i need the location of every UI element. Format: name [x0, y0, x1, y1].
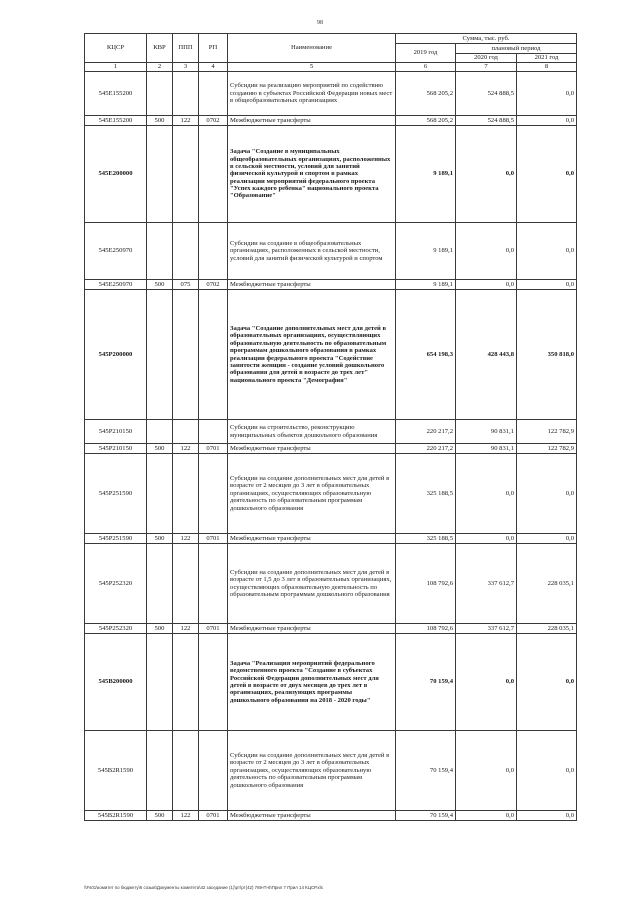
amount-2021: 228 035,1 [517, 624, 577, 634]
ppp-code: 122 [173, 444, 199, 454]
amount-2019: 70 159,4 [396, 731, 456, 811]
budget-table [84, 33, 577, 821]
amount-2021: 0,0 [517, 454, 577, 534]
amount-2020: 337 612,7 [456, 544, 517, 624]
item-name: Задача "Реализация мероприятий федерального ведомственного проекта "Создание в субъектах Российской Федерации дополнительных мест для детей в возрасте от двух месяцев до трех лет в организациях, реализующих программы дошкольного образования на 2018 - 2020 годы" [228, 634, 396, 731]
rp-code [199, 420, 228, 444]
amount-2019: 325 188,5 [396, 454, 456, 534]
column-number: 1 [85, 63, 147, 72]
amount-2020: 337 612,7 [456, 624, 517, 634]
kvr-code: 500 [147, 624, 173, 634]
item-name: Субсидии на создание в общеобразовательных организациях, расположенных в сельской местности, условий для занятий физической культурой и спортом [228, 223, 396, 280]
amount-2021: 228 035,1 [517, 544, 577, 624]
amount-2020: 0,0 [456, 534, 517, 544]
table-row [85, 223, 577, 280]
budget-code: 545E200000 [85, 126, 147, 223]
column-number: 4 [199, 63, 228, 72]
budget-code: 545P252320 [85, 624, 147, 634]
item-name: Субсидии на создание дополнительных мест для детей в возрасте от 2 месяцев до 3 лет в образовательных организациях, осуществляющих образовательную деятельность по образовательным программам дошкольного образования [228, 454, 396, 534]
budget-code: 545B2R1590 [85, 731, 147, 811]
header-2021: 2021 год [517, 54, 577, 63]
kvr-code [147, 223, 173, 280]
table-row [85, 280, 577, 290]
ppp-code: 122 [173, 624, 199, 634]
header-2019: 2019 год [396, 44, 456, 63]
header-sum: Сумма, тыс. руб. [396, 34, 577, 44]
budget-code: 545P210150 [85, 444, 147, 454]
column-number: 7 [456, 63, 517, 72]
amount-2021: 0,0 [517, 534, 577, 544]
amount-2020: 0,0 [456, 811, 517, 821]
header-kcsr: КЦСР [85, 34, 147, 63]
ppp-code [173, 454, 199, 534]
ppp-code [173, 731, 199, 811]
amount-2021: 122 782,9 [517, 444, 577, 454]
kvr-code [147, 634, 173, 731]
rp-code [199, 126, 228, 223]
item-name: Межбюджетные трансферты [228, 811, 396, 821]
item-name: Межбюджетные трансферты [228, 534, 396, 544]
ppp-code [173, 72, 199, 116]
ppp-code [173, 290, 199, 420]
table-row [85, 420, 577, 444]
kvr-code [147, 290, 173, 420]
column-number: 5 [228, 63, 396, 72]
budget-code: 545P200000 [85, 290, 147, 420]
item-name: Межбюджетные трансферты [228, 116, 396, 126]
column-number-row [85, 63, 577, 72]
ppp-code: 122 [173, 534, 199, 544]
rp-code [199, 72, 228, 116]
ppp-code [173, 420, 199, 444]
kvr-code [147, 454, 173, 534]
amount-2019: 9 189,1 [396, 223, 456, 280]
rp-code [199, 223, 228, 280]
kvr-code: 500 [147, 444, 173, 454]
amount-2019: 325 188,5 [396, 534, 456, 544]
rp-code: 0701 [199, 444, 228, 454]
rp-code: 0701 [199, 624, 228, 634]
amount-2021: 350 818,0 [517, 290, 577, 420]
amount-2020: 0,0 [456, 731, 517, 811]
budget-code: 545B2R1590 [85, 811, 147, 821]
budget-code: 545B200000 [85, 634, 147, 731]
item-name: Субсидии на строительство, реконструкцию муниципальных объектов дошкольного образования [228, 420, 396, 444]
amount-2021: 0,0 [517, 116, 577, 126]
rp-code: 0702 [199, 116, 228, 126]
amount-2020: 0,0 [456, 454, 517, 534]
amount-2019: 568 205,2 [396, 72, 456, 116]
kvr-code [147, 731, 173, 811]
amount-2019: 108 792,6 [396, 544, 456, 624]
rp-code: 0701 [199, 811, 228, 821]
ppp-code [173, 223, 199, 280]
header-2020: 2020 год [456, 54, 517, 63]
kvr-code [147, 72, 173, 116]
table-row [85, 116, 577, 126]
table-row [85, 634, 577, 731]
amount-2019: 108 792,6 [396, 624, 456, 634]
amount-2021: 0,0 [517, 126, 577, 223]
amount-2019: 70 159,4 [396, 634, 456, 731]
amount-2021: 0,0 [517, 280, 577, 290]
item-name: Субсидии на создание дополнительных мест для детей в возрасте от 1,5 до 3 лет в образовательных организациях, осуществляющих образовательную деятельность по образовательным программам дошкольного образования [228, 544, 396, 624]
header-ppp: ППП [173, 34, 199, 63]
item-name: Задача "Создание дополнительных мест для детей в образовательных организациях, осуществляющих образовательную деятельность по образовательным программам дошкольного образования в рамках реализации федерального проекта "Содействие занятости женщин - создание условий дошкольного образования для детей в возрасте до трех лет" национального проекта "Демография" [228, 290, 396, 420]
amount-2020: 0,0 [456, 126, 517, 223]
table-row [85, 290, 577, 420]
budget-code: 545P251590 [85, 454, 147, 534]
amount-2019: 220 217,2 [396, 444, 456, 454]
ppp-code: 122 [173, 116, 199, 126]
rp-code [199, 454, 228, 534]
rp-code: 0701 [199, 534, 228, 544]
amount-2019: 654 198,3 [396, 290, 456, 420]
kvr-code: 500 [147, 116, 173, 126]
kvr-code: 500 [147, 280, 173, 290]
item-name: Субсидии на реализацию мероприятий по содействию созданию в субъектах Российской Федерации новых мест в общеобразовательных организациях [228, 72, 396, 116]
kvr-code [147, 420, 173, 444]
kvr-code: 500 [147, 811, 173, 821]
item-name: Субсидии на создание дополнительных мест для детей в возрасте от 2 месяцев до 3 лет в образовательных организациях, осуществляющих образовательную деятельность по образовательным программам дошкольного образования [228, 731, 396, 811]
table-row [85, 444, 577, 454]
table-row [85, 811, 577, 821]
table-row [85, 534, 577, 544]
amount-2021: 0,0 [517, 811, 577, 821]
budget-code: 545E155200 [85, 116, 147, 126]
amount-2021: 0,0 [517, 223, 577, 280]
ppp-code [173, 126, 199, 223]
amount-2019: 9 189,1 [396, 126, 456, 223]
amount-2021: 122 782,9 [517, 420, 577, 444]
rp-code [199, 731, 228, 811]
ppp-code [173, 544, 199, 624]
amount-2021: 0,0 [517, 634, 577, 731]
table-row [85, 454, 577, 534]
budget-code: 545P251590 [85, 534, 147, 544]
ppp-code [173, 634, 199, 731]
header-kvr: КВР [147, 34, 173, 63]
column-number: 3 [173, 63, 199, 72]
column-number: 2 [147, 63, 173, 72]
kvr-code: 500 [147, 534, 173, 544]
rp-code: 0702 [199, 280, 228, 290]
column-number: 6 [396, 63, 456, 72]
table-row [85, 544, 577, 624]
amount-2020: 0,0 [456, 634, 517, 731]
amount-2019: 220 217,2 [396, 420, 456, 444]
rp-code [199, 290, 228, 420]
amount-2021: 0,0 [517, 72, 577, 116]
header-planned-period: плановый период [456, 44, 577, 54]
amount-2020: 524 888,5 [456, 72, 517, 116]
amount-2020: 0,0 [456, 223, 517, 280]
ppp-code: 122 [173, 811, 199, 821]
rp-code [199, 634, 228, 731]
column-number: 8 [517, 63, 577, 72]
table-row [85, 126, 577, 223]
page-number: 98 [317, 20, 323, 26]
item-name: Межбюджетные трансферты [228, 444, 396, 454]
item-name: Задача "Создание в муниципальных общеобразовательных организациях, расположенных в сельской местности, условий для занятий физической культурой и спортом в рамках реализации мероприятий федерального проекта "Успех каждого ребенка" национального проекта "Образование" [228, 126, 396, 223]
rp-code [199, 544, 228, 624]
file-path-footer: \\Fs01\комитет по бюджету\6 созыв\Документы комитета\42 заседание (1)\рт\рт(42) 769-П-6\Прил 7 Прил 14 КЦСР.xls [84, 885, 323, 890]
item-name: Межбюджетные трансферты [228, 280, 396, 290]
table-row [85, 731, 577, 811]
amount-2019: 9 189,1 [396, 280, 456, 290]
header-name: Наименование [228, 34, 396, 63]
amount-2019: 70 159,4 [396, 811, 456, 821]
amount-2020: 90 831,1 [456, 420, 517, 444]
kvr-code [147, 544, 173, 624]
budget-code: 545E155200 [85, 72, 147, 116]
header-rp: РП [199, 34, 228, 63]
budget-code: 545P210150 [85, 420, 147, 444]
amount-2019: 568 205,2 [396, 116, 456, 126]
amount-2020: 90 831,1 [456, 444, 517, 454]
table-row [85, 624, 577, 634]
budget-code: 545E250970 [85, 223, 147, 280]
amount-2020: 0,0 [456, 280, 517, 290]
budget-code: 545E250970 [85, 280, 147, 290]
amount-2021: 0,0 [517, 731, 577, 811]
amount-2020: 524 888,5 [456, 116, 517, 126]
kvr-code [147, 126, 173, 223]
item-name: Межбюджетные трансферты [228, 624, 396, 634]
amount-2020: 428 443,8 [456, 290, 517, 420]
ppp-code: 075 [173, 280, 199, 290]
budget-code: 545P252320 [85, 544, 147, 624]
table-row [85, 72, 577, 116]
